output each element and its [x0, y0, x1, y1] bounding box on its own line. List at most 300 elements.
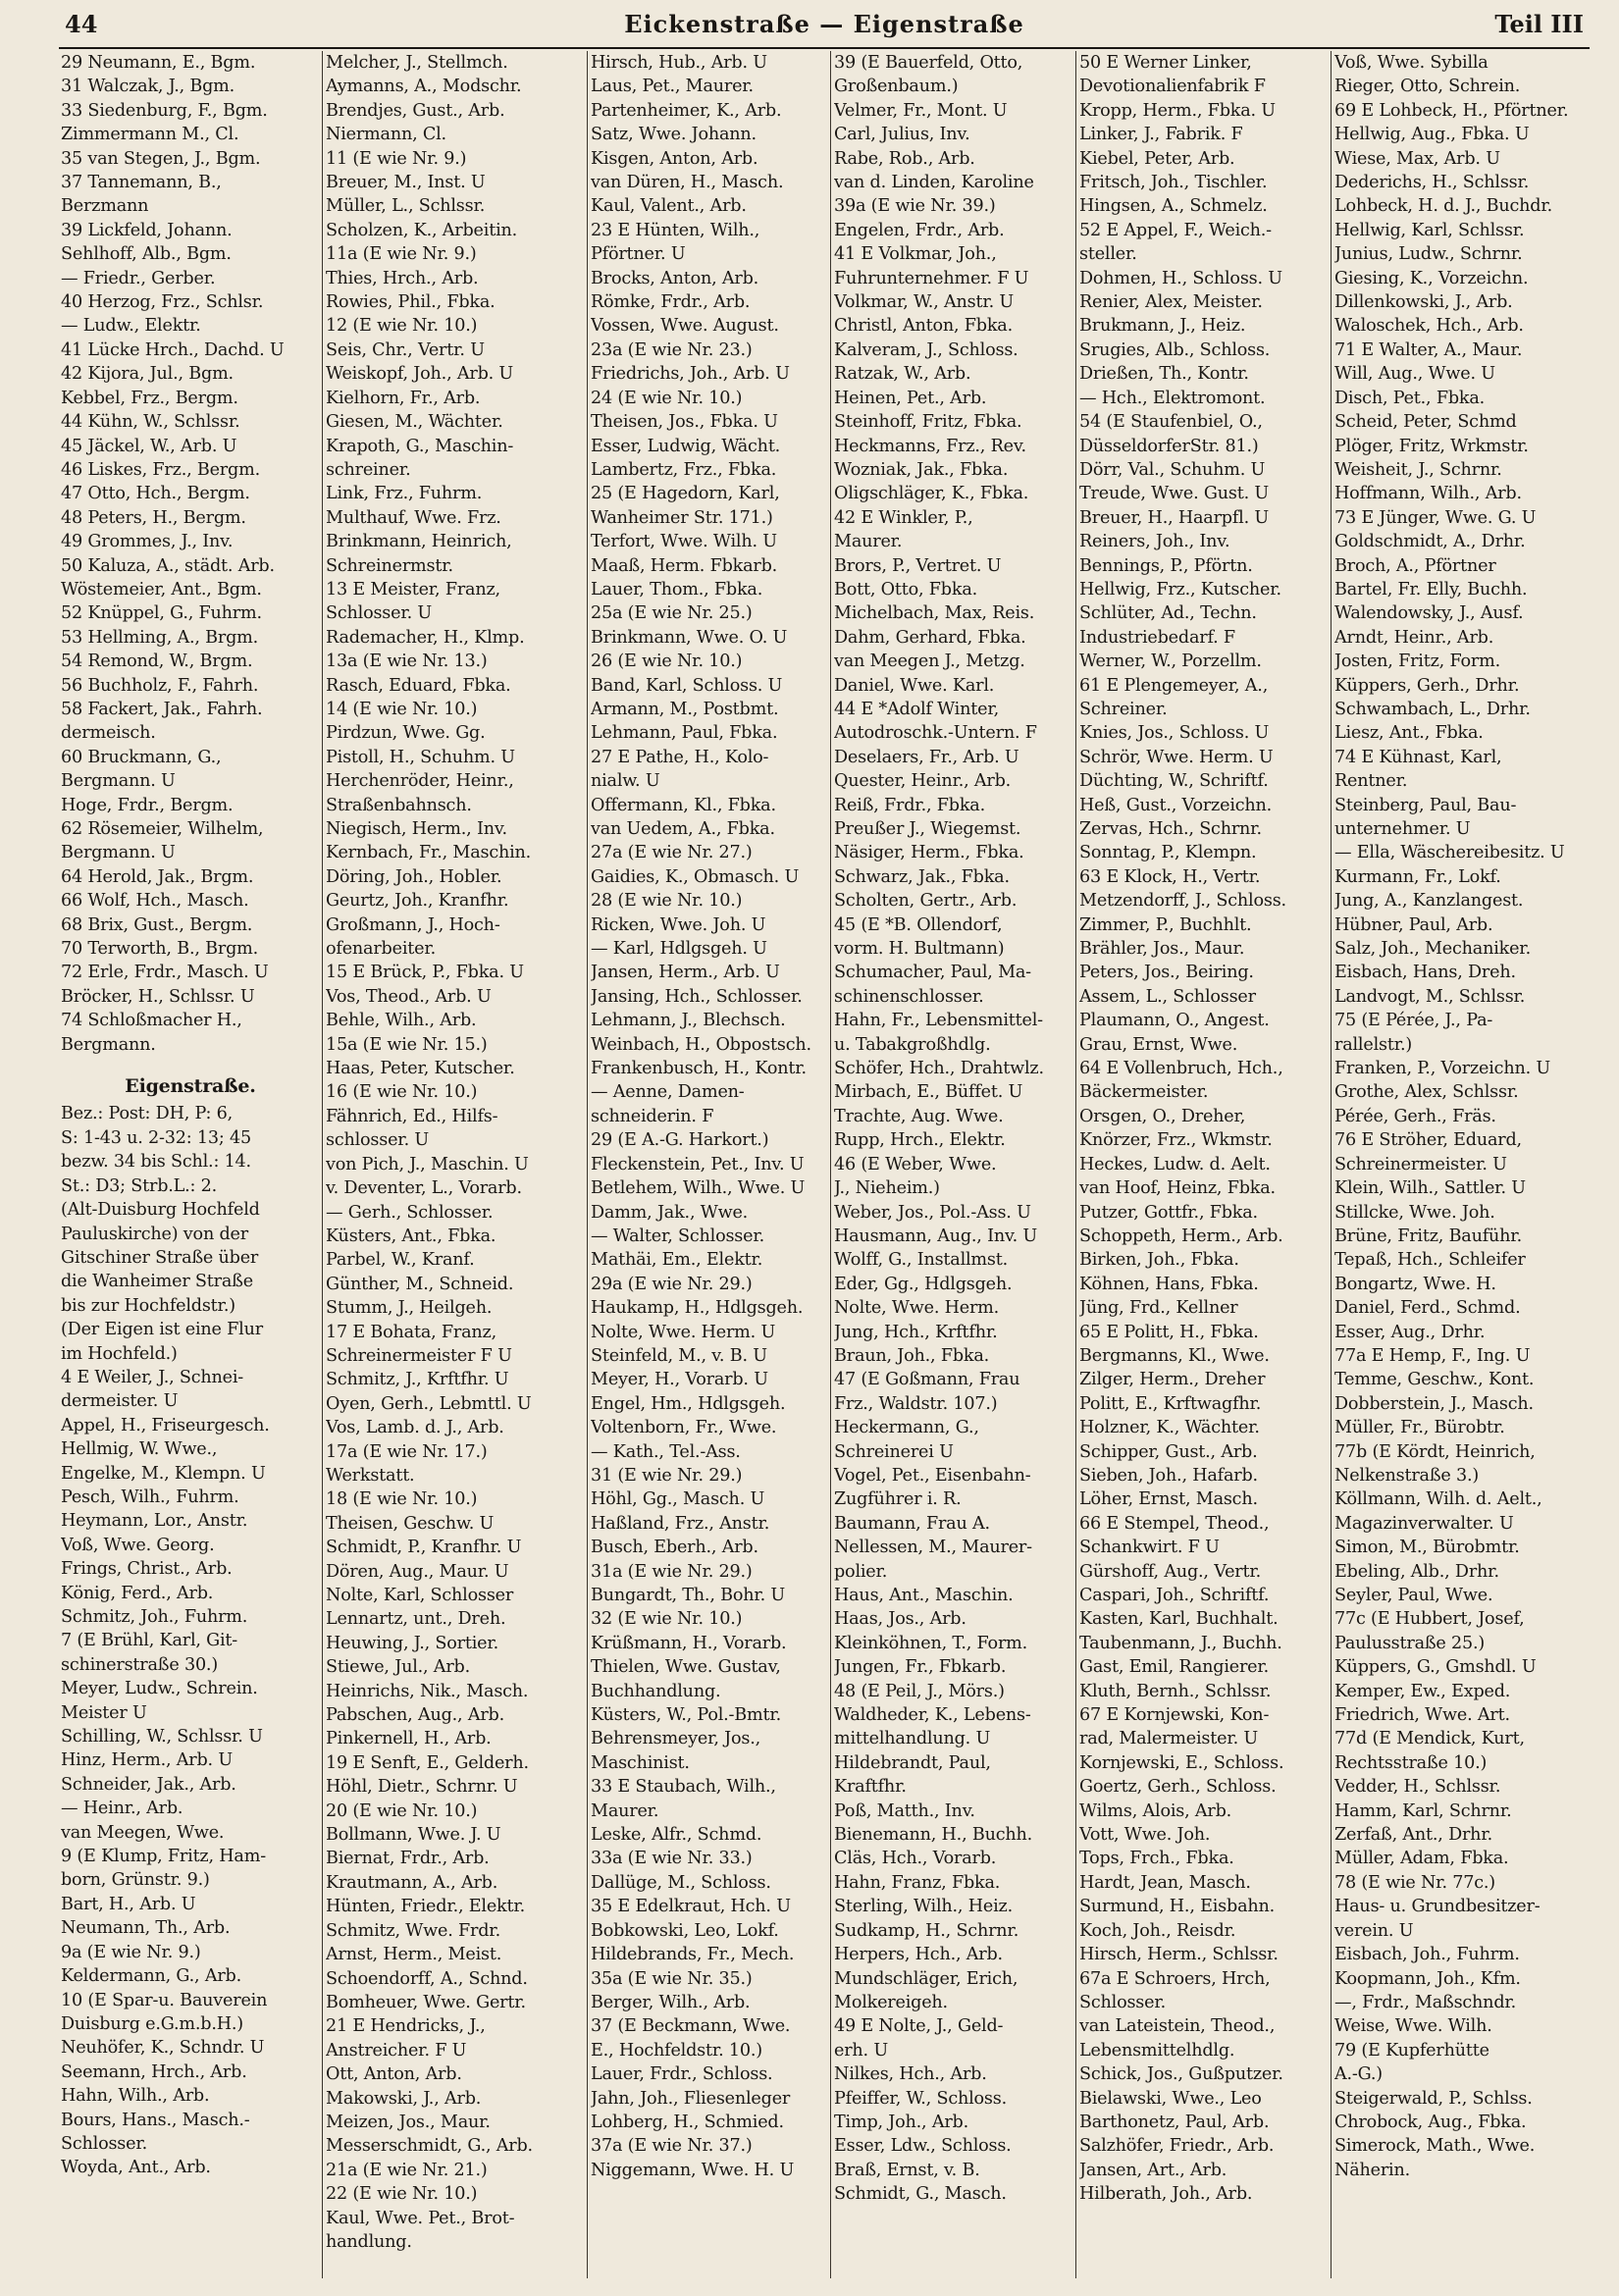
directory-entry: Bienemann, H., Buchh.: [834, 1825, 1033, 1846]
directory-entry: Küsters, W., Pol.-Bmtr.: [591, 1705, 782, 1726]
directory-entry: 9 (E Klump, Fritz, Ham-: [61, 1847, 266, 1867]
directory-entry: Molkereigeh.: [834, 1992, 948, 2012]
directory-entry: Fuhrunternehmer. F U: [834, 268, 1029, 288]
directory-entry: 31a (E wie Nr. 29.): [591, 1561, 753, 1582]
directory-entry: Hamm, Karl, Schrnr.: [1334, 1800, 1512, 1821]
directory-entry: 14 (E wie Nr. 10.): [326, 699, 478, 719]
directory-entry: 45 Jäckel, W., Arb. U: [61, 436, 237, 456]
directory-entry: 68 Brix, Gust., Bergm.: [61, 914, 253, 935]
directory-entry: Döring, Joh., Hobler.: [326, 866, 502, 887]
directory-entry: Buchhandlung.: [591, 1681, 721, 1701]
directory-entry: — Friedr., Gerber.: [61, 268, 216, 288]
directory-entry: schreiner.: [326, 459, 411, 480]
directory-entry: Maurer.: [591, 1800, 659, 1821]
directory-entry: ofenarbeiter.: [326, 939, 436, 960]
directory-entry: 26 (E wie Nr. 10.): [591, 652, 743, 672]
directory-entry: Gürshoff, Aug., Vertr.: [1079, 1561, 1262, 1582]
directory-entry: Mirbach, E., Büffet. U: [834, 1082, 1023, 1103]
directory-entry: 24 (E wie Nr. 10.): [591, 388, 743, 408]
directory-entry: von Pich, J., Maschin. U: [326, 1154, 529, 1174]
directory-entry: 50 E Werner Linker,: [1079, 53, 1252, 73]
directory-entry: 25a (E wie Nr. 25.): [591, 603, 753, 624]
directory-entry: Höhl, Dietr., Schrnr. U: [326, 1777, 518, 1798]
directory-entry: Günther, M., Schneid.: [326, 1274, 514, 1294]
directory-entry: Haas, Jos., Arb.: [834, 1609, 966, 1630]
directory-entry: Autodroschk.-Untern. F: [834, 723, 1037, 744]
directory-entry: 25 (E Hagedorn, Karl,: [591, 484, 780, 504]
directory-entry: bis zur Hochfeldstr.): [61, 1295, 235, 1316]
directory-entry: Renier, Alex, Meister.: [1079, 292, 1263, 313]
directory-entry: Ricken, Wwe. Joh. U: [591, 914, 766, 935]
directory-entry: Sehlhoff, Alb., Bgm.: [61, 244, 232, 265]
column-divider: [322, 51, 323, 2278]
directory-entry: Berger, Wilh., Arb.: [591, 1992, 751, 2012]
directory-entry: Mundschläger, Erich,: [834, 1968, 1018, 1989]
directory-entry: Broch, A., Pförtner: [1334, 555, 1496, 576]
directory-entry: Hellwig, Aug., Fbka. U: [1334, 125, 1530, 145]
directory-entry: Schipper, Gust., Arb.: [1079, 1441, 1258, 1462]
directory-entry: Wolff, G., Installmst.: [834, 1250, 1008, 1271]
directory-entry: — Kath., Tel.-Ass.: [591, 1441, 741, 1462]
directory-entry: 18 (E wie Nr. 10.): [326, 1489, 478, 1510]
directory-entry: 45 (E *B. Ollendorf,: [834, 914, 1003, 935]
column-divider: [830, 51, 831, 2278]
directory-entry: Steinhoff, Fritz, Fbka.: [834, 412, 1022, 433]
directory-entry: Oligschläger, K., Fbka.: [834, 484, 1029, 504]
directory-entry: Schreinermstr.: [326, 555, 453, 576]
directory-entry: Esser, Ldw., Schloss.: [834, 2136, 1012, 2157]
directory-entry: 71 E Walter, A., Maur.: [1334, 339, 1523, 360]
directory-entry: Schlosser. U: [326, 603, 433, 624]
directory-entry: 58 Fackert, Jak., Fahrh.: [61, 699, 263, 719]
directory-entry: Köllmann, Wilh. d. Aelt.,: [1334, 1489, 1542, 1510]
directory-entry: Schmitz, J., Krftfhr. U: [326, 1370, 509, 1390]
directory-entry: Stiewe, Jul., Arb.: [326, 1657, 470, 1678]
directory-entry: Taubenmann, J., Buchh.: [1079, 1633, 1282, 1653]
directory-entry: Salzhöfer, Friedr., Arb.: [1079, 2136, 1275, 2157]
directory-entry: mittelhandlung. U: [834, 1729, 991, 1749]
directory-entry: 28 (E wie Nr. 10.): [591, 891, 743, 912]
directory-entry: 41 E Volkmar, Joh.,: [834, 244, 997, 265]
directory-entry: 50 Kaluza, A., städt. Arb.: [61, 555, 275, 576]
directory-entry: 13 E Meister, Franz,: [326, 579, 500, 600]
directory-entry: Eisbach, Joh., Fuhrm.: [1334, 1945, 1520, 1965]
directory-entry: nialw. U: [591, 771, 660, 792]
directory-entry: Brinkmann, Wwe. O. U: [591, 627, 788, 648]
directory-entry: Meyer, Ludw., Schrein.: [61, 1679, 258, 1699]
directory-entry: DüsseldorferStr. 81.): [1079, 436, 1259, 456]
directory-entry: Brendjes, Gust., Arb.: [326, 100, 505, 121]
directory-entry: — Ella, Wäschereibesitz. U: [1334, 843, 1565, 863]
directory-entry: Dören, Aug., Maur. U: [326, 1561, 509, 1582]
directory-entry: 61 E Plengemeyer, A.,: [1079, 675, 1269, 696]
directory-entry: Friedrichs, Joh., Arb. U: [591, 364, 790, 385]
directory-entry: Krüßmann, H., Vorarb.: [591, 1633, 787, 1653]
directory-entry: Kiebel, Peter, Arb.: [1079, 148, 1235, 169]
directory-entry: v. Deventer, L., Vorarb.: [326, 1178, 522, 1199]
directory-entry: 11a (E wie Nr. 9.): [326, 244, 477, 265]
directory-entry: Carl, Julius, Inv.: [834, 125, 970, 145]
directory-entry: Bungardt, Th., Bohr. U: [591, 1586, 786, 1605]
directory-entry: Rechtsstraße 10.): [1334, 1752, 1488, 1773]
directory-entry: Bielawski, Wwe., Leo: [1079, 2088, 1262, 2109]
directory-entry: Schreinerei U: [834, 1441, 954, 1462]
directory-entry: Haukamp, H., Hdlgsgeh.: [591, 1298, 804, 1319]
directory-entry: Lehmann, Paul, Fbka.: [591, 723, 778, 744]
directory-entry: Velmer, Fr., Mont. U: [834, 100, 1008, 121]
directory-entry: Eisbach, Hans, Dreh.: [1334, 963, 1516, 983]
directory-entry: Preußer J., Wiegemst.: [834, 819, 1021, 839]
directory-entry: Herchenröder, Heinr.,: [326, 771, 514, 792]
directory-entry: Behle, Wilh., Arb.: [326, 1011, 477, 1031]
directory-entry: Kleinköhnen, T., Form.: [834, 1633, 1028, 1653]
directory-entry: 33 Siedenburg, F., Bgm.: [61, 100, 268, 121]
directory-entry: Weisheit, J., Schrnr.: [1334, 459, 1502, 480]
directory-entry: Heinrichs, Nik., Masch.: [326, 1681, 529, 1701]
directory-entry: Bennings, P., Pförtn.: [1079, 555, 1253, 576]
directory-entry: 48 (E Peil, J., Mörs.): [834, 1681, 1005, 1701]
directory-entry: Hellwig, Karl, Schlssr.: [1334, 220, 1525, 240]
directory-entry: Bongartz, Wwe. H.: [1334, 1274, 1496, 1294]
directory-entry: Industriebedarf. F: [1079, 627, 1235, 648]
directory-entry: Bez.: Post: DH, P: 6,: [61, 1104, 234, 1124]
directory-entry: 39a (E wie Nr. 39.): [834, 196, 996, 217]
directory-entry: Werkstatt.: [326, 1465, 415, 1486]
directory-entry: dermeister. U: [61, 1391, 179, 1412]
directory-entry: Schumacher, Paul, Ma-: [834, 963, 1031, 983]
directory-entry: 60 Bruckmann, G.,: [61, 747, 222, 767]
directory-entry: Goldschmidt, A., Drhr.: [1334, 532, 1526, 552]
directory-entry: Küppers, G., Gmshdl. U: [1334, 1657, 1537, 1678]
directory-entry: Zerfaß, Ant., Drhr.: [1334, 1825, 1492, 1846]
directory-entry: Brukmann, J., Heiz.: [1079, 316, 1246, 337]
directory-entry: Jung, A., Kanzlangest.: [1334, 891, 1524, 912]
directory-entry: Engelke, M., Klempn. U: [61, 1463, 266, 1484]
directory-entry: 66 Wolf, Hch., Masch.: [61, 891, 249, 912]
directory-entry: — Gerh., Schlosser.: [326, 1202, 494, 1223]
directory-entry: Busch, Eberh., Arb.: [591, 1538, 758, 1558]
directory-entry: handlung.: [326, 2231, 412, 2252]
directory-entry: steller.: [1079, 244, 1137, 265]
directory-entry: 22 (E wie Nr. 10.): [326, 2184, 478, 2205]
directory-entry: Hellwig, Frz., Kutscher.: [1079, 579, 1281, 600]
directory-entry: 78 (E wie Nr. 77c.): [1334, 1872, 1495, 1893]
directory-entry: Ratzak, W., Arb.: [834, 364, 971, 385]
directory-entry: Giesing, K., Vorzeichn.: [1334, 268, 1529, 288]
directory-entry: Linker, J., Fabrik. F: [1079, 125, 1243, 145]
directory-entry: 46 (E Weber, Wwe.: [834, 1154, 997, 1174]
directory-entry: Hahn, Franz, Fbka.: [834, 1872, 1001, 1893]
directory-entry: born, Grünstr. 9.): [61, 1870, 210, 1891]
directory-entry: 52 Knüppel, G., Fuhrm.: [61, 603, 262, 624]
directory-entry: 77d (E Mendick, Kurt,: [1334, 1729, 1525, 1749]
directory-entry: 4 E Weiler, J., Schnei-: [61, 1367, 244, 1387]
directory-entry: Lennartz, unt., Dreh.: [326, 1609, 506, 1630]
directory-entry: Theisen, Geschw. U: [326, 1513, 495, 1534]
column-4: [834, 51, 1093, 2278]
directory-entry: Rieger, Otto, Schrein.: [1334, 77, 1521, 97]
directory-entry: Christl, Anton, Fbka.: [834, 316, 1013, 337]
directory-entry: 48 Peters, H., Bergm.: [61, 507, 246, 528]
directory-entry: Kasten, Karl, Buchhalt.: [1079, 1609, 1279, 1630]
directory-entry: Ott, Anton, Arb.: [326, 2064, 462, 2085]
directory-entry: (Alt-Duisburg Hochfeld: [61, 1200, 260, 1221]
directory-entry: Voß, Wwe. Sybilla: [1334, 53, 1488, 73]
directory-entry: Nolte, Wwe. Herm. U: [591, 1322, 776, 1342]
page-number: 44: [65, 10, 98, 38]
directory-entry: 23 E Hünten, Wilh.,: [591, 220, 760, 240]
directory-entry: 37 (E Beckmann, Wwe.: [591, 2016, 791, 2037]
directory-entry: Stillcke, Wwe. Joh.: [1334, 1202, 1495, 1223]
directory-entry: Düchting, W., Schriftf.: [1079, 771, 1269, 792]
directory-entry: Cläs, Hch., Vorarb.: [834, 1849, 997, 1869]
directory-entry: 27 E Pathe, H., Kolo-: [591, 747, 769, 767]
directory-entry: Brüne, Fritz, Bauführ.: [1334, 1226, 1522, 1246]
directory-entry: Neumann, Th., Arb.: [61, 1918, 231, 1939]
directory-entry: erh. U: [834, 2040, 888, 2061]
directory-entry: 64 E Vollenbruch, Hch.,: [1079, 1059, 1283, 1079]
directory-entry: Krautmann, A., Arb.: [326, 1872, 498, 1893]
directory-entry: Ebeling, Alb., Drhr.: [1334, 1561, 1499, 1582]
directory-entry: 32 (E wie Nr. 10.): [591, 1609, 743, 1630]
directory-entry: Peters, Jos., Beiring.: [1079, 963, 1254, 983]
directory-entry: Sterling, Wilh., Heiz.: [834, 1897, 1013, 1917]
directory-entry: 16 (E wie Nr. 10.): [326, 1082, 478, 1103]
directory-entry: bezw. 34 bis Schl.: 14.: [61, 1152, 251, 1173]
directory-entry: Gast, Emil, Rangierer.: [1079, 1657, 1270, 1678]
directory-entry: Jungen, Fr., Fbkarb.: [834, 1657, 1007, 1678]
directory-entry: die Wanheimer Straße: [61, 1272, 253, 1292]
directory-entry: Seyler, Paul, Wwe.: [1334, 1586, 1493, 1605]
directory-entry: Waloschek, Hch., Arb.: [1334, 316, 1524, 337]
directory-entry: Brähler, Jos., Maur.: [1079, 939, 1245, 960]
directory-entry: 37 Tannemann, B.,: [61, 173, 222, 193]
directory-entry: Koopmann, Joh., Kfm.: [1334, 1968, 1521, 1989]
directory-entry: Engelen, Frdr., Arb.: [834, 220, 1005, 240]
directory-entry: Koch, Joh., Reisdr.: [1079, 1920, 1236, 1941]
directory-entry: polier.: [834, 1561, 888, 1582]
directory-entry: Plöger, Fritz, Wrkmstr.: [1334, 436, 1529, 456]
directory-entry: Niegisch, Herm., Inv.: [326, 819, 507, 839]
directory-entry: 42 E Winkler, P.,: [834, 507, 973, 528]
directory-entry: Breuer, M., Inst. U: [326, 173, 486, 193]
directory-entry: Bäckermeister.: [1079, 1082, 1209, 1103]
directory-entry: Brocks, Anton, Arb.: [591, 268, 759, 288]
directory-entry: Surmund, H., Eisbahn.: [1079, 1897, 1276, 1917]
running-title: Eickenstraße — Eigenstraße: [624, 10, 1024, 38]
directory-entry: Haus- u. Grundbesitzer-: [1334, 1897, 1541, 1917]
directory-entry: 73 E Jünger, Wwe. G. U: [1334, 507, 1537, 528]
directory-entry: van Hoof, Heinz, Fbka.: [1079, 1178, 1276, 1199]
directory-entry: Küppers, Gerh., Drhr.: [1334, 675, 1520, 696]
directory-entry: Schick, Jos., Gußputzer.: [1079, 2064, 1283, 2085]
directory-entry: Srugies, Alb., Schloss.: [1079, 339, 1271, 360]
directory-entry: 35 van Stegen, J., Bgm.: [61, 148, 261, 169]
directory-entry: Voltenborn, Fr., Wwe.: [591, 1418, 777, 1438]
directory-entry: Thielen, Wwe. Gustav,: [591, 1657, 781, 1678]
directory-entry: Wöstemeier, Ant., Bgm.: [61, 579, 262, 600]
directory-entry: Trachte, Aug. Wwe.: [834, 1106, 1004, 1126]
directory-entry: Wanheimer Str. 171.): [591, 507, 773, 528]
directory-entry: Klein, Wilh., Sattler. U: [1334, 1178, 1526, 1199]
directory-entry: Berzmann: [61, 196, 149, 217]
directory-entry: 75 (E Pérée, J., Pa-: [1334, 1011, 1493, 1031]
directory-entry: rad, Malermeister. U: [1079, 1729, 1259, 1749]
directory-entry: Geurtz, Joh., Kranfhr.: [326, 891, 509, 912]
directory-entry: Zilger, Herm., Dreher: [1079, 1370, 1266, 1390]
directory-entry: Hirsch, Herm., Schlssr.: [1079, 1945, 1279, 1965]
directory-entry: Thies, Hrch., Arb.: [326, 268, 479, 288]
directory-entry: Weber, Jos., Pol.-Ass. U: [834, 1202, 1031, 1223]
directory-entry: Brinkmann, Heinrich,: [326, 532, 512, 552]
directory-entry: Fleckenstein, Pet., Inv. U: [591, 1154, 805, 1174]
directory-entry: 74 E Kühnast, Karl,: [1334, 747, 1502, 767]
directory-entry: 46 Liskes, Frz., Bergm.: [61, 459, 260, 480]
directory-entry: Duisburg e.G.m.b.H.): [61, 2013, 243, 2034]
directory-entry: Jansen, Herm., Arb. U: [591, 963, 780, 983]
directory-entry: 76 E Ströher, Eduard,: [1334, 1130, 1522, 1151]
directory-entry: Frz., Waldstr. 107.): [834, 1393, 998, 1414]
directory-entry: Temme, Geschw., Kont.: [1334, 1370, 1535, 1390]
directory-entry: Magazinverwalter. U: [1334, 1513, 1514, 1534]
directory-entry: Behrensmeyer, Jos.,: [591, 1729, 761, 1749]
directory-entry: Seis, Chr., Vertr. U: [326, 339, 485, 360]
directory-entry: 49 Grommes, J., Inv.: [61, 532, 234, 552]
directory-entry: unternehmer. U: [1334, 819, 1471, 839]
directory-entry: 11 (E wie Nr. 9.): [326, 148, 467, 169]
directory-entry: 47 Otto, Hch., Bergm.: [61, 484, 250, 504]
directory-entry: 17a (E wie Nr. 17.): [326, 1441, 488, 1462]
directory-entry: 29a (E wie Nr. 29.): [591, 1274, 753, 1294]
directory-entry: Grothe, Alex, Schlssr.: [1334, 1082, 1519, 1103]
directory-entry: Plaumann, O., Angest.: [1079, 1011, 1270, 1031]
directory-entry: 39 Lickfeld, Johann.: [61, 220, 233, 240]
directory-entry: 72 Erle, Frdr., Masch. U: [61, 963, 269, 983]
directory-entry: Leske, Alfr., Schmd.: [591, 1825, 762, 1846]
directory-entry: Aymanns, A., Modschr.: [326, 77, 522, 97]
directory-entry: Pérée, Gerh., Fräs.: [1334, 1106, 1496, 1126]
directory-entry: u. Tabakgroßhdlg.: [834, 1034, 991, 1055]
directory-entry: 37a (E wie Nr. 37.): [591, 2136, 753, 2157]
directory-entry: Knörzer, Frz., Wkmstr.: [1079, 1130, 1273, 1151]
directory-entry: Bott, Otto, Fbka.: [834, 579, 978, 600]
directory-entry: Braß, Ernst, v. B.: [834, 2160, 980, 2180]
directory-entry: Messerschmidt, G., Arb.: [326, 2136, 533, 2157]
directory-entry: Zugführer i. R.: [834, 1489, 962, 1510]
directory-entry: Näherin.: [1334, 2160, 1410, 2180]
directory-entry: Heinen, Pet., Arb.: [834, 388, 987, 408]
directory-entry: Kemper, Ew., Exped.: [1334, 1681, 1511, 1701]
directory-entry: Chrobock, Aug., Fbka.: [1334, 2112, 1527, 2132]
directory-entry: Hirsch, Hub., Arb. U: [591, 53, 767, 73]
directory-entry: Vossen, Wwe. August.: [591, 316, 779, 337]
directory-entry: 56 Buchholz, F., Fahrh.: [61, 675, 259, 696]
directory-entry: Jüng, Frd., Kellner: [1079, 1298, 1238, 1319]
directory-entry: Neuhöfer, K., Schndr. U: [61, 2038, 265, 2059]
directory-entry: schneiderin. F: [591, 1106, 714, 1126]
directory-entry: Pförtner. U: [591, 244, 686, 265]
directory-entry: Schneider, Jak., Arb.: [61, 1774, 236, 1795]
directory-entry: Junius, Ludw., Schrnr.: [1334, 244, 1523, 265]
directory-entry: Bartel, Fr. Elly, Buchh.: [1334, 579, 1528, 600]
directory-entry: Vos, Theod., Arb. U: [326, 986, 492, 1007]
directory-entry: Pesch, Wilh., Fuhrm.: [61, 1487, 239, 1507]
directory-entry: Schöfer, Hch., Drahtwlz.: [834, 1059, 1044, 1079]
directory-entry: van Uedem, A., Fbka.: [591, 819, 775, 839]
directory-entry: Vogel, Pet., Eisenbahn-: [834, 1465, 1031, 1486]
directory-entry: E., Hochfeldstr. 10.): [591, 2040, 762, 2061]
directory-entry: Birken, Joh., Fbka.: [1079, 1250, 1239, 1271]
directory-entry: Bergmann. U: [61, 843, 176, 863]
directory-entry: 39 (E Bauerfeld, Otto,: [834, 53, 1023, 73]
directory-entry: Lohbeck, H. d. J., Buchdr.: [1334, 196, 1552, 217]
part-label: Teil III: [1494, 10, 1584, 38]
directory-entry: verein. U: [1334, 1920, 1414, 1941]
directory-entry: (Der Eigen ist eine Flur: [61, 1320, 263, 1340]
directory-entry: 27a (E wie Nr. 27.): [591, 843, 753, 863]
directory-entry: Damm, Jak., Wwe.: [591, 1202, 749, 1223]
directory-entry: Lebensmittelhdlg.: [1079, 2040, 1235, 2061]
directory-entry: Fritsch, Joh., Tischler.: [1079, 173, 1268, 193]
directory-entry: Hoffmann, Wilh., Arb.: [1334, 484, 1522, 504]
directory-entry: Rasch, Eduard, Fbka.: [326, 675, 511, 696]
directory-entry: Band, Karl, Schloss. U: [591, 675, 783, 696]
directory-entry: — Karl, Hdlgsgeh. U: [591, 939, 767, 960]
directory-entry: Franken, P., Vorzeichn. U: [1334, 1059, 1551, 1079]
directory-entry: Zimmermann M., Cl.: [61, 125, 239, 145]
directory-entry: Bobkowski, Leo, Lokf.: [591, 1920, 779, 1941]
directory-entry: Hildebrands, Fr., Mech.: [591, 1945, 795, 1965]
directory-entry: 21a (E wie Nr. 21.): [326, 2160, 488, 2180]
directory-entry: 64 Herold, Jak., Brgm.: [61, 866, 254, 887]
directory-entry: Quester, Heinr., Arb.: [834, 771, 1012, 792]
directory-entry: Kernbach, Fr., Maschin.: [326, 843, 532, 863]
directory-entry: 15 E Brück, P., Fbka. U: [326, 963, 524, 983]
directory-entry: Betlehem, Wilh., Wwe. U: [591, 1178, 806, 1199]
directory-entry: Partenheimer, K., Arb.: [591, 100, 782, 121]
directory-entry: Bart, H., Arb. U: [61, 1894, 196, 1914]
directory-entry: Daniel, Wwe. Karl.: [834, 675, 995, 696]
directory-entry: 49 E Nolte, J., Geld-: [834, 2016, 1004, 2037]
directory-entry: 31 (E wie Nr. 29.): [591, 1465, 743, 1486]
directory-entry: Putzer, Gottfr., Fbka.: [1079, 1202, 1258, 1223]
directory-entry: Kielhorn, Fr., Arb.: [326, 388, 481, 408]
directory-entry: Haus, Ant., Maschin.: [834, 1586, 1014, 1605]
directory-entry: 10 (E Spar-u. Bauverein: [61, 1990, 268, 2010]
directory-entry: Nelkenstraße 3.): [1334, 1465, 1480, 1486]
directory-entry: Küsters, Ant., Fbka.: [326, 1226, 496, 1246]
directory-entry: Hingsen, A., Schmelz.: [1079, 196, 1268, 217]
directory-entry: Schlosser.: [1079, 1992, 1166, 2012]
directory-entry: Kalveram, J., Schloss.: [834, 339, 1018, 360]
directory-entry: Laus, Pet., Maurer.: [591, 77, 754, 97]
directory-entry: Seemann, Hrch., Arb.: [61, 2061, 247, 2082]
directory-entry: Treude, Wwe. Gust. U: [1079, 484, 1269, 504]
page-header: [59, 4, 1590, 49]
directory-entry: Esser, Ludwig, Wächt.: [591, 436, 781, 456]
directory-entry: Schreinermeister F U: [326, 1345, 512, 1366]
directory-entry: Heuwing, J., Sortier.: [326, 1633, 499, 1653]
directory-entry: Schilling, W., Schlssr. U: [61, 1727, 263, 1748]
directory-entry: 9a (E wie Nr. 9.): [61, 1942, 201, 1962]
directory-entry: Gitschiner Straße über: [61, 1247, 259, 1268]
directory-entry: Heckes, Ludw. d. Aelt.: [1079, 1154, 1271, 1174]
directory-entry: Schmitz, Wwe. Frdr.: [326, 1920, 500, 1941]
directory-entry: 41 Lücke Hrch., Dachd. U: [61, 339, 285, 360]
directory-entry: Sonntag, P., Klempn.: [1079, 843, 1257, 863]
directory-entry: Reiners, Joh., Inv.: [1079, 532, 1230, 552]
directory-entry: Pabschen, Aug., Arb.: [326, 1705, 504, 1726]
